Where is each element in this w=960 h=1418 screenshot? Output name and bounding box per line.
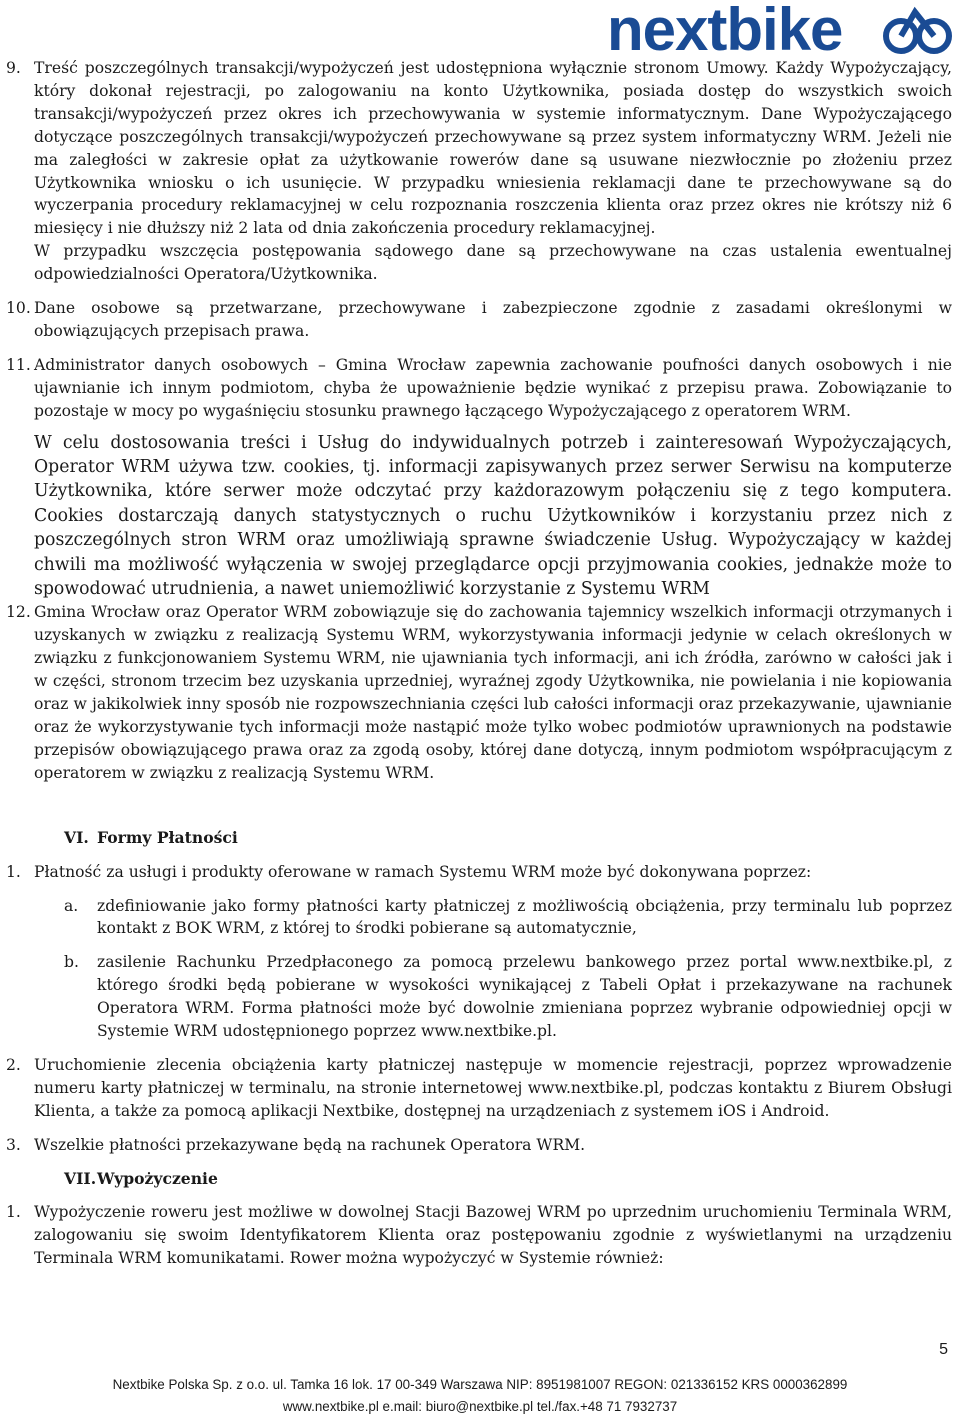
option-text: zdefiniowanie jako formy płatności karty płatniczej z możliwością obciążenia, przy terminalu lub poprzez kontakt z BOK WRM, z której to środki pobierane są automatycznie, (97, 896, 952, 938)
document-body (0, 57, 960, 1270)
paragraph-11 (0, 354, 960, 423)
option-letter: a. (64, 896, 79, 915)
paragraph-text: Administrator danych osobowych – Gmina Wrocław zapewnia zachowanie poufności danych osobowych i nie ujawnianie ich innym podmiotom, chyba że upoważnienie będzie wynikać z przepisu prawa. Zobowiązanie to pozostaje w mocy po wygaśnięciu stosunku prawnego łączącego Wypożyczającego z operatorem WRM. (34, 355, 952, 420)
section-number: VI. (64, 827, 89, 847)
paragraph-number: 12. (6, 603, 31, 622)
payment-item-2 (0, 1054, 960, 1123)
option-letter: b. (64, 953, 79, 972)
payment-option-a (0, 895, 960, 941)
section-title: Wypożyczenie (97, 1168, 218, 1188)
item-text: Płatność za usługi i produkty oferowane w ramach Systemu WRM może być dokonywana poprzez: (34, 862, 812, 881)
footer-company-info: Nextbike Polska Sp. z o.o. ul. Tamka 16 lok. 17 00-349 Warszawa NIP: 8951981007 REGON: 021336152 KRS 0000362899 (112, 1377, 848, 1392)
cookies-paragraph: W celu dostosowania treści i Usług do indywidualnych potrzeb i zainteresowań Wypożyczających, Operator WRM używa tzw. cookies, tj. informacji zapisywanych przez serwer Serwisu na komputerze Użytkownika, które serwer może odczytać przy każdorazowym połączeniu się z tego komputera. Cookies dostarczają danych statystycznych o ruchu Użytkowników i korzystaniu przez nich z poszczególnych stron WRM oraz umożliwiają sprawne świadczenie Usług. Wypożyczający w każdej chwili ma możliwość wyłączenia w swojej przeglądarce opcji przyjmowania cookies, jednakże może to spowodować utrudnienia, a nawet uniemożliwić korzystanie z Systemu WRM (34, 432, 952, 600)
item-number: 2. (6, 1055, 21, 1074)
payment-item-1 (0, 861, 960, 884)
section-title: Formy Płatności (97, 827, 238, 847)
page-number: 5 (939, 1341, 948, 1358)
paragraph-12 (0, 601, 960, 784)
option-text: zasilenie Rachunku Przedpłaconego za pomocą przelewu bankowego przez portal www.nextbike.pl, z którego środki będą pobierane w wysokości wynikającej z Tabeli Opłat i przekazywane na rachunek Operatora WRM. Forma płatności może być dowolnie zmieniana poprzez wybranie odpowiedniej opcji w Systemie WRM udostępnionego poprzez www.nextbike.pl. (97, 953, 952, 1041)
paragraph-text: Gmina Wrocław oraz Operator WRM zobowiązuje się do zachowania tajemnicy wszelkich informacji otrzymanych i uzyskanych w związku z realizacją Systemu WRM, wykorzystywania informacji jedynie w celach określonych w związku z funkcjonowaniem Systemu WRM, nie ujawniania tych informacji, ani ich źródła, zarówno w całości jak i w części, stronom trzecim bez uzyskania uprzedniej, wyraźnej zgody Użytkownika, nie powielania i nie kopiowania oraz w jakikolwiek inny sposób nie rozpowszechniania części lub całości informacji oraz przekazywanie, ujawnianie oraz że wykorzystywanie tych informacji może nastąpić może tylko wobec podmiotów uprawnionych na podstawie przepisów obowiązującego prawa oraz za zgodą osoby, której dane dotyczą, innym podmiotom współpracującym z operatorem w związku z realizacją Systemu WRM. (34, 603, 952, 782)
payment-option-b (0, 951, 960, 1043)
item-number: 1. (6, 1203, 21, 1222)
paragraph-number: 10. (6, 299, 31, 318)
item-text: Wszelkie płatności przekazywane będą na rachunek Operatora WRM. (34, 1135, 586, 1154)
item-number: 1. (6, 862, 21, 881)
payment-item-3 (0, 1134, 960, 1157)
paragraph-10 (0, 297, 960, 343)
item-number: 3. (6, 1135, 21, 1154)
nextbike-logo-graphic (607, 0, 952, 58)
section-heading-vi (0, 827, 960, 850)
paragraph-number: 11. (6, 355, 31, 374)
section-heading-vii (0, 1168, 960, 1191)
item-text: Wypożyczenie roweru jest możliwe w dowolnej Stacji Bazowej WRM po uprzednim uruchomieniu Terminala WRM, zalogowaniu się swoim Identyfikatorem Klienta oraz postępowaniu zgodnie z wyświetlanymi na urządzeniu Terminala WRM komunikatami. Rower można wypożyczyć w Systemie również: (34, 1203, 952, 1268)
paragraph-text: W przypadku wszczęcia postępowania sądowego dane są przechowywane na czas ustalenia ewentualnej odpowiedzialności Operatora/Użytkownika. (34, 242, 952, 284)
paragraph-text: Treść poszczególnych transakcji/wypożyczeń jest udostępniona wyłącznie stronom Umowy. Każdy Wypożyczający, który dokonał rejestracji, po zalogowaniu na konto Użytkownika, posiada dostęp do wszystkich swoich transakcji/wypożyczeń przez okres ich przechowywania w systemie informatycznym. Dane Wypożyczającego dotyczące poszczególnych transakcji/wypożyczeń przechowywane są przez system informatyczny WRM. Jeżeli nie ma zaległości w zakresie opłat za użytkowanie rowerów dane są usuwane niezwłocznie po złożeniu przez Użytkownika wniosku o ich usunięcie. W przypadku wniesienia reklamacji dane te przechowywane są do wyczerpania procedury reklamacyjnej w celu rozpoznania roszczenia klienta oraz przez okres nie krótszy niż 6 miesięcy i nie dłuższy niż 2 lata od dnia zakończenia procedury reklamacyjnej. (34, 59, 952, 238)
nextbike-logo (607, 0, 952, 58)
item-text: Uruchomienie zlecenia obciążenia karty płatniczej następuje w momencie rejestracji, poprzez wprowadzenie numeru karty płatniczej w terminalu, na stronie internetowej www.nextbike.pl, podczas kontaktu z Biurem Obsługi Klienta, a także za pomocą aplikacji Nextbike, dostępnej na urządzeniach z systemem iOS i Android. (34, 1055, 952, 1120)
section-number: VII. (64, 1168, 97, 1188)
paragraph-9 (0, 57, 960, 286)
nextbike-logo-text: nextbike (607, 0, 843, 58)
paragraph-text: Dane osobowe są przetwarzane, przechowywane i zabezpieczone zgodnie z zasadami określonymi w obowiązujących przepisach prawa. (34, 299, 952, 340)
rental-item-1 (0, 1201, 960, 1270)
footer-contact-info: www.nextbike.pl e.mail: biuro@nextbike.pl tel./fax.+48 71 7932737 (282, 1399, 678, 1414)
bicycle-icon (886, 12, 949, 51)
paragraph-number: 9. (6, 59, 21, 77)
